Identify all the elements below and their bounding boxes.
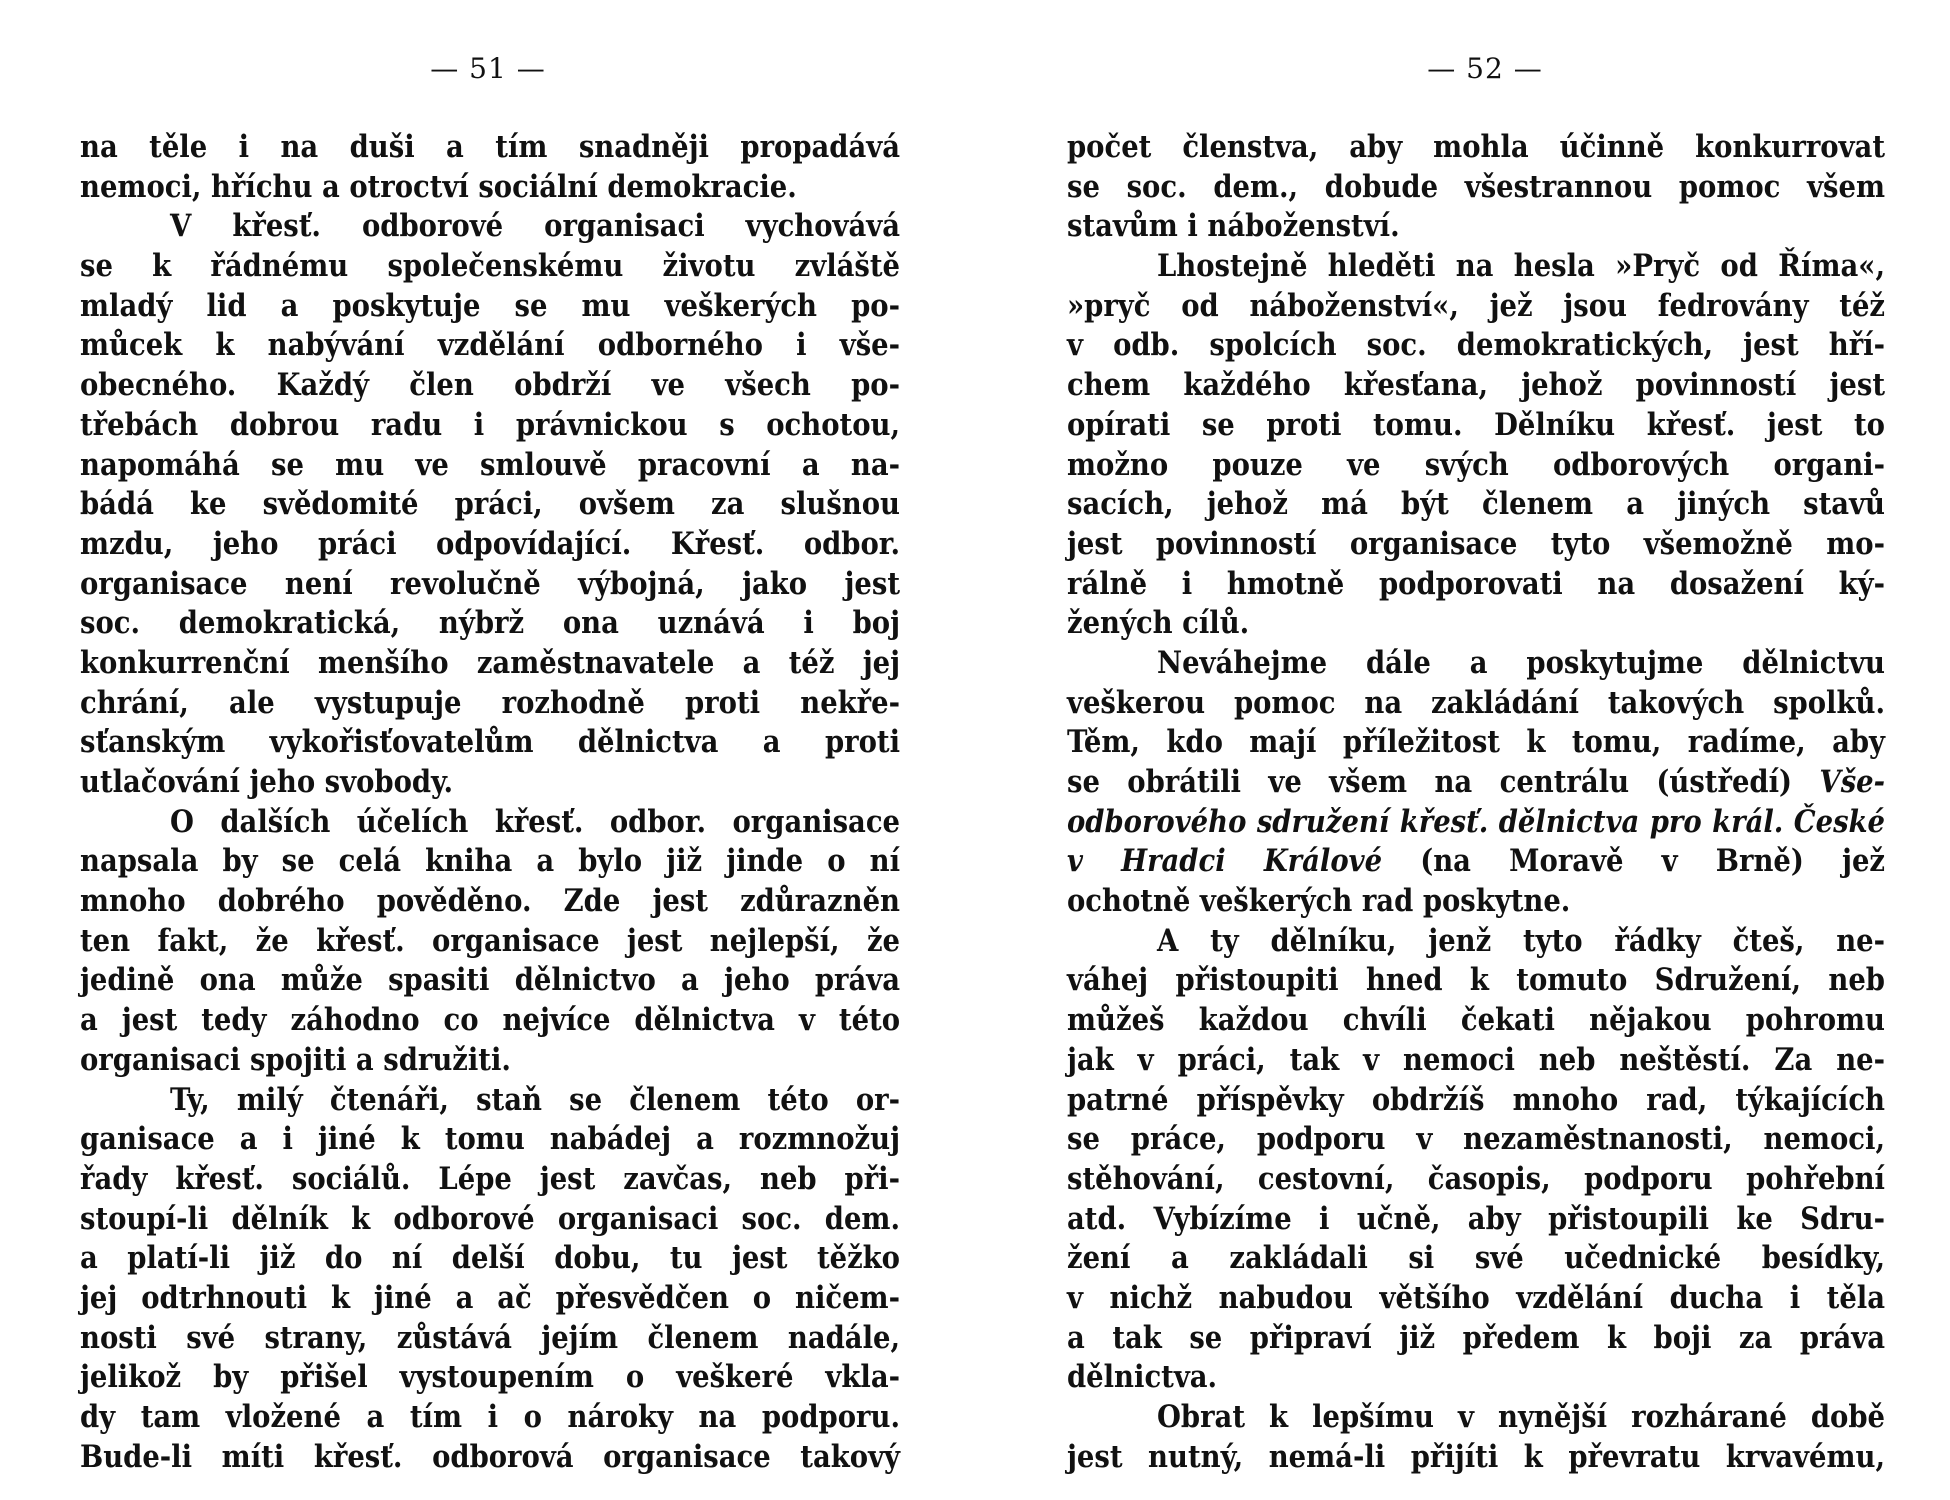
line-text: soc. demokratická, nýbrž ona uznává i boj bbox=[80, 605, 900, 642]
line-text: obecného. Každý člen obdrží ve všech po- bbox=[80, 367, 900, 404]
text-line bbox=[80, 485, 900, 525]
line-text: se obrátili ve všem na centrálu (ústředí) bbox=[1067, 764, 1820, 800]
line-text: žených cílů. bbox=[1067, 605, 1250, 642]
text-line bbox=[80, 1438, 900, 1478]
text-line bbox=[1067, 922, 1885, 962]
text-line bbox=[1067, 326, 1885, 366]
text-line bbox=[1067, 1001, 1885, 1041]
line-text: jej odtrhnouti k jiné a ač přesvědčen o ničem- bbox=[80, 1279, 900, 1316]
line-text: se soc. dem., dobude všestrannou pomoc všem bbox=[1067, 168, 1885, 205]
text-line bbox=[1067, 207, 1885, 247]
line-text: O dalších účelích křesť. odbor. organisace bbox=[170, 803, 900, 840]
text-line bbox=[1067, 803, 1885, 843]
text-line bbox=[80, 1120, 900, 1160]
text-line bbox=[80, 763, 900, 803]
italic-text: Vše- bbox=[1819, 764, 1885, 800]
line-text: Ty, milý čtenáři, staň se členem této or- bbox=[170, 1081, 900, 1118]
text-line bbox=[80, 1358, 900, 1398]
text-line bbox=[1067, 406, 1885, 446]
text-line bbox=[80, 1398, 900, 1438]
line-text: A ty dělníku, jenž tyto řádky čteš, ne- bbox=[1157, 922, 1885, 959]
page-number: — 52 — bbox=[1427, 52, 1543, 85]
text-line bbox=[80, 207, 900, 247]
line-text: můžeš každou chvíli čekati nějakou pohromu bbox=[1067, 1002, 1885, 1039]
text-line bbox=[1067, 1319, 1885, 1359]
line-text: organisace není revolučně výbojná, jako jest bbox=[80, 565, 900, 602]
line-text: Neváhejme dále a poskytujme dělnictvu bbox=[1157, 644, 1885, 681]
line-text: jest nutný, nemá-li přijíti k převratu krvavému, bbox=[1067, 1438, 1885, 1475]
line-text: stavům i náboženství. bbox=[1067, 208, 1400, 245]
line-text: možno pouze ve svých odborových organi- bbox=[1067, 446, 1885, 483]
text-line bbox=[80, 287, 900, 327]
text-line bbox=[1067, 1200, 1885, 1240]
italic-text: odborového sdružení křesť. dělnictva pro král. České bbox=[1067, 803, 1885, 840]
text-line bbox=[80, 803, 900, 843]
text-line bbox=[80, 406, 900, 446]
text-line bbox=[1067, 1358, 1885, 1398]
text-line bbox=[80, 961, 900, 1001]
line-text: jak v práci, tak v nemoci neb neštěstí. Za ne- bbox=[1067, 1041, 1885, 1078]
text-line bbox=[1067, 128, 1885, 168]
text-line bbox=[1067, 961, 1885, 1001]
line-text: v nichž nabudou většího vzdělání ducha i těla bbox=[1067, 1279, 1885, 1316]
line-text: jedině ona může spasiti dělnictvo a jeho práva bbox=[80, 962, 900, 999]
text-line bbox=[1067, 604, 1885, 644]
line-text: a platí-li již do ní delší dobu, tu jest těžko bbox=[80, 1240, 900, 1277]
line-text: počet členstva, aby mohla účinně konkurrovat bbox=[1067, 129, 1885, 165]
line-text: Lhostejně hleděti na hesla »Pryč od Říma«, bbox=[1157, 248, 1885, 285]
text-line bbox=[80, 1081, 900, 1121]
text-line bbox=[1067, 525, 1885, 565]
text-line bbox=[80, 1319, 900, 1359]
line-text: utlačování jeho svobody. bbox=[80, 764, 454, 800]
text-line bbox=[80, 604, 900, 644]
text-line bbox=[1067, 1120, 1885, 1160]
line-text: konkurrenční menšího zaměstnavatele a též jej bbox=[80, 644, 900, 681]
line-text: váhej přistoupiti hned k tomuto Sdružení, neb bbox=[1067, 962, 1885, 999]
text-line bbox=[80, 1239, 900, 1279]
italic-text: v Hradci Králové bbox=[1067, 843, 1383, 880]
line-text: na těle i na duši a tím snadněji propadává bbox=[80, 129, 900, 165]
text-line bbox=[1067, 842, 1885, 882]
text-line bbox=[1067, 684, 1885, 724]
text-line bbox=[1067, 1279, 1885, 1319]
text-line bbox=[80, 922, 900, 962]
text-line bbox=[1067, 485, 1885, 525]
text-line bbox=[80, 525, 900, 565]
line-text: stoupí-li dělník k odborové organisaci soc. dem. bbox=[80, 1200, 900, 1237]
line-text: nosti své strany, zůstává jejím členem nadále, bbox=[80, 1319, 900, 1356]
line-text: ochotně veškerých rad poskytne. bbox=[1067, 883, 1571, 920]
text-line bbox=[1067, 1041, 1885, 1081]
line-text: chrání, ale vystupuje rozhodně proti nekře- bbox=[80, 684, 900, 721]
line-text: mnoho dobrého pověděno. Zde jest zdůrazněn bbox=[80, 883, 900, 920]
line-text: ganisace a i jiné k tomu nabádej a rozmnožuj bbox=[80, 1121, 900, 1158]
line-text: žení a zakládali si své učednické besídky, bbox=[1067, 1240, 1885, 1277]
text-line bbox=[80, 128, 900, 168]
line-text: mzdu, jeho práci odpovídající. Křesť. odbor. bbox=[80, 525, 900, 562]
text-line bbox=[80, 1160, 900, 1200]
line-text: můcek k nabývání vzdělání odborného i vše- bbox=[80, 327, 900, 364]
text-line bbox=[80, 366, 900, 406]
page-text bbox=[1067, 128, 1885, 1477]
text-line bbox=[80, 842, 900, 882]
right-page bbox=[975, 0, 1950, 1500]
line-text: napomáhá se mu ve smlouvě pracovní a na- bbox=[80, 446, 900, 483]
page-text bbox=[80, 128, 900, 1477]
line-text: a tak se připraví již předem k boji za práva bbox=[1067, 1319, 1885, 1356]
text-line bbox=[1067, 763, 1885, 803]
text-line bbox=[1067, 644, 1885, 684]
line-text: sacích, jehož má být členem a jiných stavů bbox=[1067, 486, 1885, 523]
text-line bbox=[80, 446, 900, 486]
line-text: »pryč od náboženství«, jež jsou fedrovány též bbox=[1067, 287, 1885, 324]
line-text: jest povinností organisace tyto všemožně mo- bbox=[1067, 525, 1885, 562]
text-line bbox=[80, 684, 900, 724]
line-text: Bude-li míti křesť. odborová organisace takový bbox=[80, 1438, 900, 1475]
line-text: organisaci spojiti a sdružiti. bbox=[80, 1041, 511, 1078]
text-line bbox=[1067, 1160, 1885, 1200]
line-text: (na Moravě v Brně) jež bbox=[1382, 843, 1885, 880]
text-line bbox=[80, 1041, 900, 1081]
line-text: Obrat k lepšímu v nynější rozhárané době bbox=[1157, 1399, 1885, 1435]
line-text: třebách dobrou radu i právnickou s ochotou, bbox=[80, 406, 900, 443]
line-text: sťanským vykořisťovatelům dělnictva a proti bbox=[80, 724, 900, 761]
text-line bbox=[80, 882, 900, 922]
line-text: stěhování, cestovní, časopis, podporu pohřební bbox=[1067, 1160, 1885, 1197]
page-number: — 51 — bbox=[430, 52, 546, 85]
text-line bbox=[1067, 287, 1885, 327]
text-line bbox=[80, 247, 900, 287]
text-line bbox=[1067, 366, 1885, 406]
text-line bbox=[1067, 1239, 1885, 1279]
text-line bbox=[80, 1200, 900, 1240]
line-text: napsala by se celá kniha a bylo již jinde o ní bbox=[80, 843, 900, 880]
text-line bbox=[1067, 247, 1885, 287]
text-line bbox=[80, 326, 900, 366]
text-line bbox=[80, 723, 900, 763]
text-line bbox=[1067, 446, 1885, 486]
line-text: dělnictva. bbox=[1067, 1359, 1218, 1396]
line-text: dy tam vložené a tím i o nároky na podporu. bbox=[80, 1399, 900, 1435]
line-text: opírati se proti tomu. Dělníku křesť. jest to bbox=[1067, 406, 1885, 443]
line-text: v odb. spolcích soc. demokratických, jest hří- bbox=[1067, 327, 1885, 364]
line-text: jelikož by přišel vystoupením o veškeré vkla- bbox=[80, 1359, 900, 1396]
text-line bbox=[80, 565, 900, 605]
line-text: nemoci, hříchu a otroctví sociální demokracie. bbox=[80, 168, 797, 205]
line-text: patrné příspěvky obdržíš mnoho rad, týkajících bbox=[1067, 1081, 1885, 1118]
line-text: rálně i hmotně podporovati na dosažení ký- bbox=[1067, 565, 1885, 602]
line-text: bádá ke svědomité práci, ovšem za slušnou bbox=[80, 486, 900, 523]
line-text: se práce, podporu v nezaměstnanosti, nemoci, bbox=[1067, 1121, 1885, 1158]
text-line bbox=[1067, 1438, 1885, 1478]
text-line bbox=[1067, 723, 1885, 763]
line-text: ten fakt, že křesť. organisace jest nejlepší, že bbox=[80, 922, 900, 959]
text-line bbox=[1067, 882, 1885, 922]
line-text: chem každého křesťana, jehož povinností jest bbox=[1067, 367, 1885, 404]
text-line bbox=[1067, 565, 1885, 605]
line-text: atd. Vybízíme i učně, aby přistoupili ke Sdru- bbox=[1067, 1200, 1885, 1237]
line-text: V křesť. odborové organisaci vychovává bbox=[170, 208, 900, 245]
line-text: a jest tedy záhodno co nejvíce dělnictva v této bbox=[80, 1002, 900, 1039]
line-text: řady křesť. sociálů. Lépe jest zavčas, neb při- bbox=[80, 1160, 900, 1197]
text-line bbox=[1067, 168, 1885, 208]
text-line bbox=[80, 168, 900, 208]
line-text: se k řádnému společenskému životu zvláště bbox=[80, 248, 900, 285]
text-line bbox=[80, 644, 900, 684]
text-line bbox=[80, 1001, 900, 1041]
text-line bbox=[1067, 1398, 1885, 1438]
line-text: Těm, kdo mají příležitost k tomu, radíme, aby bbox=[1067, 724, 1885, 761]
text-line bbox=[80, 1279, 900, 1319]
text-line bbox=[1067, 1081, 1885, 1121]
line-text: mladý lid a poskytuje se mu veškerých po- bbox=[80, 287, 900, 324]
line-text: veškerou pomoc na zakládání takových spolků. bbox=[1067, 684, 1885, 721]
